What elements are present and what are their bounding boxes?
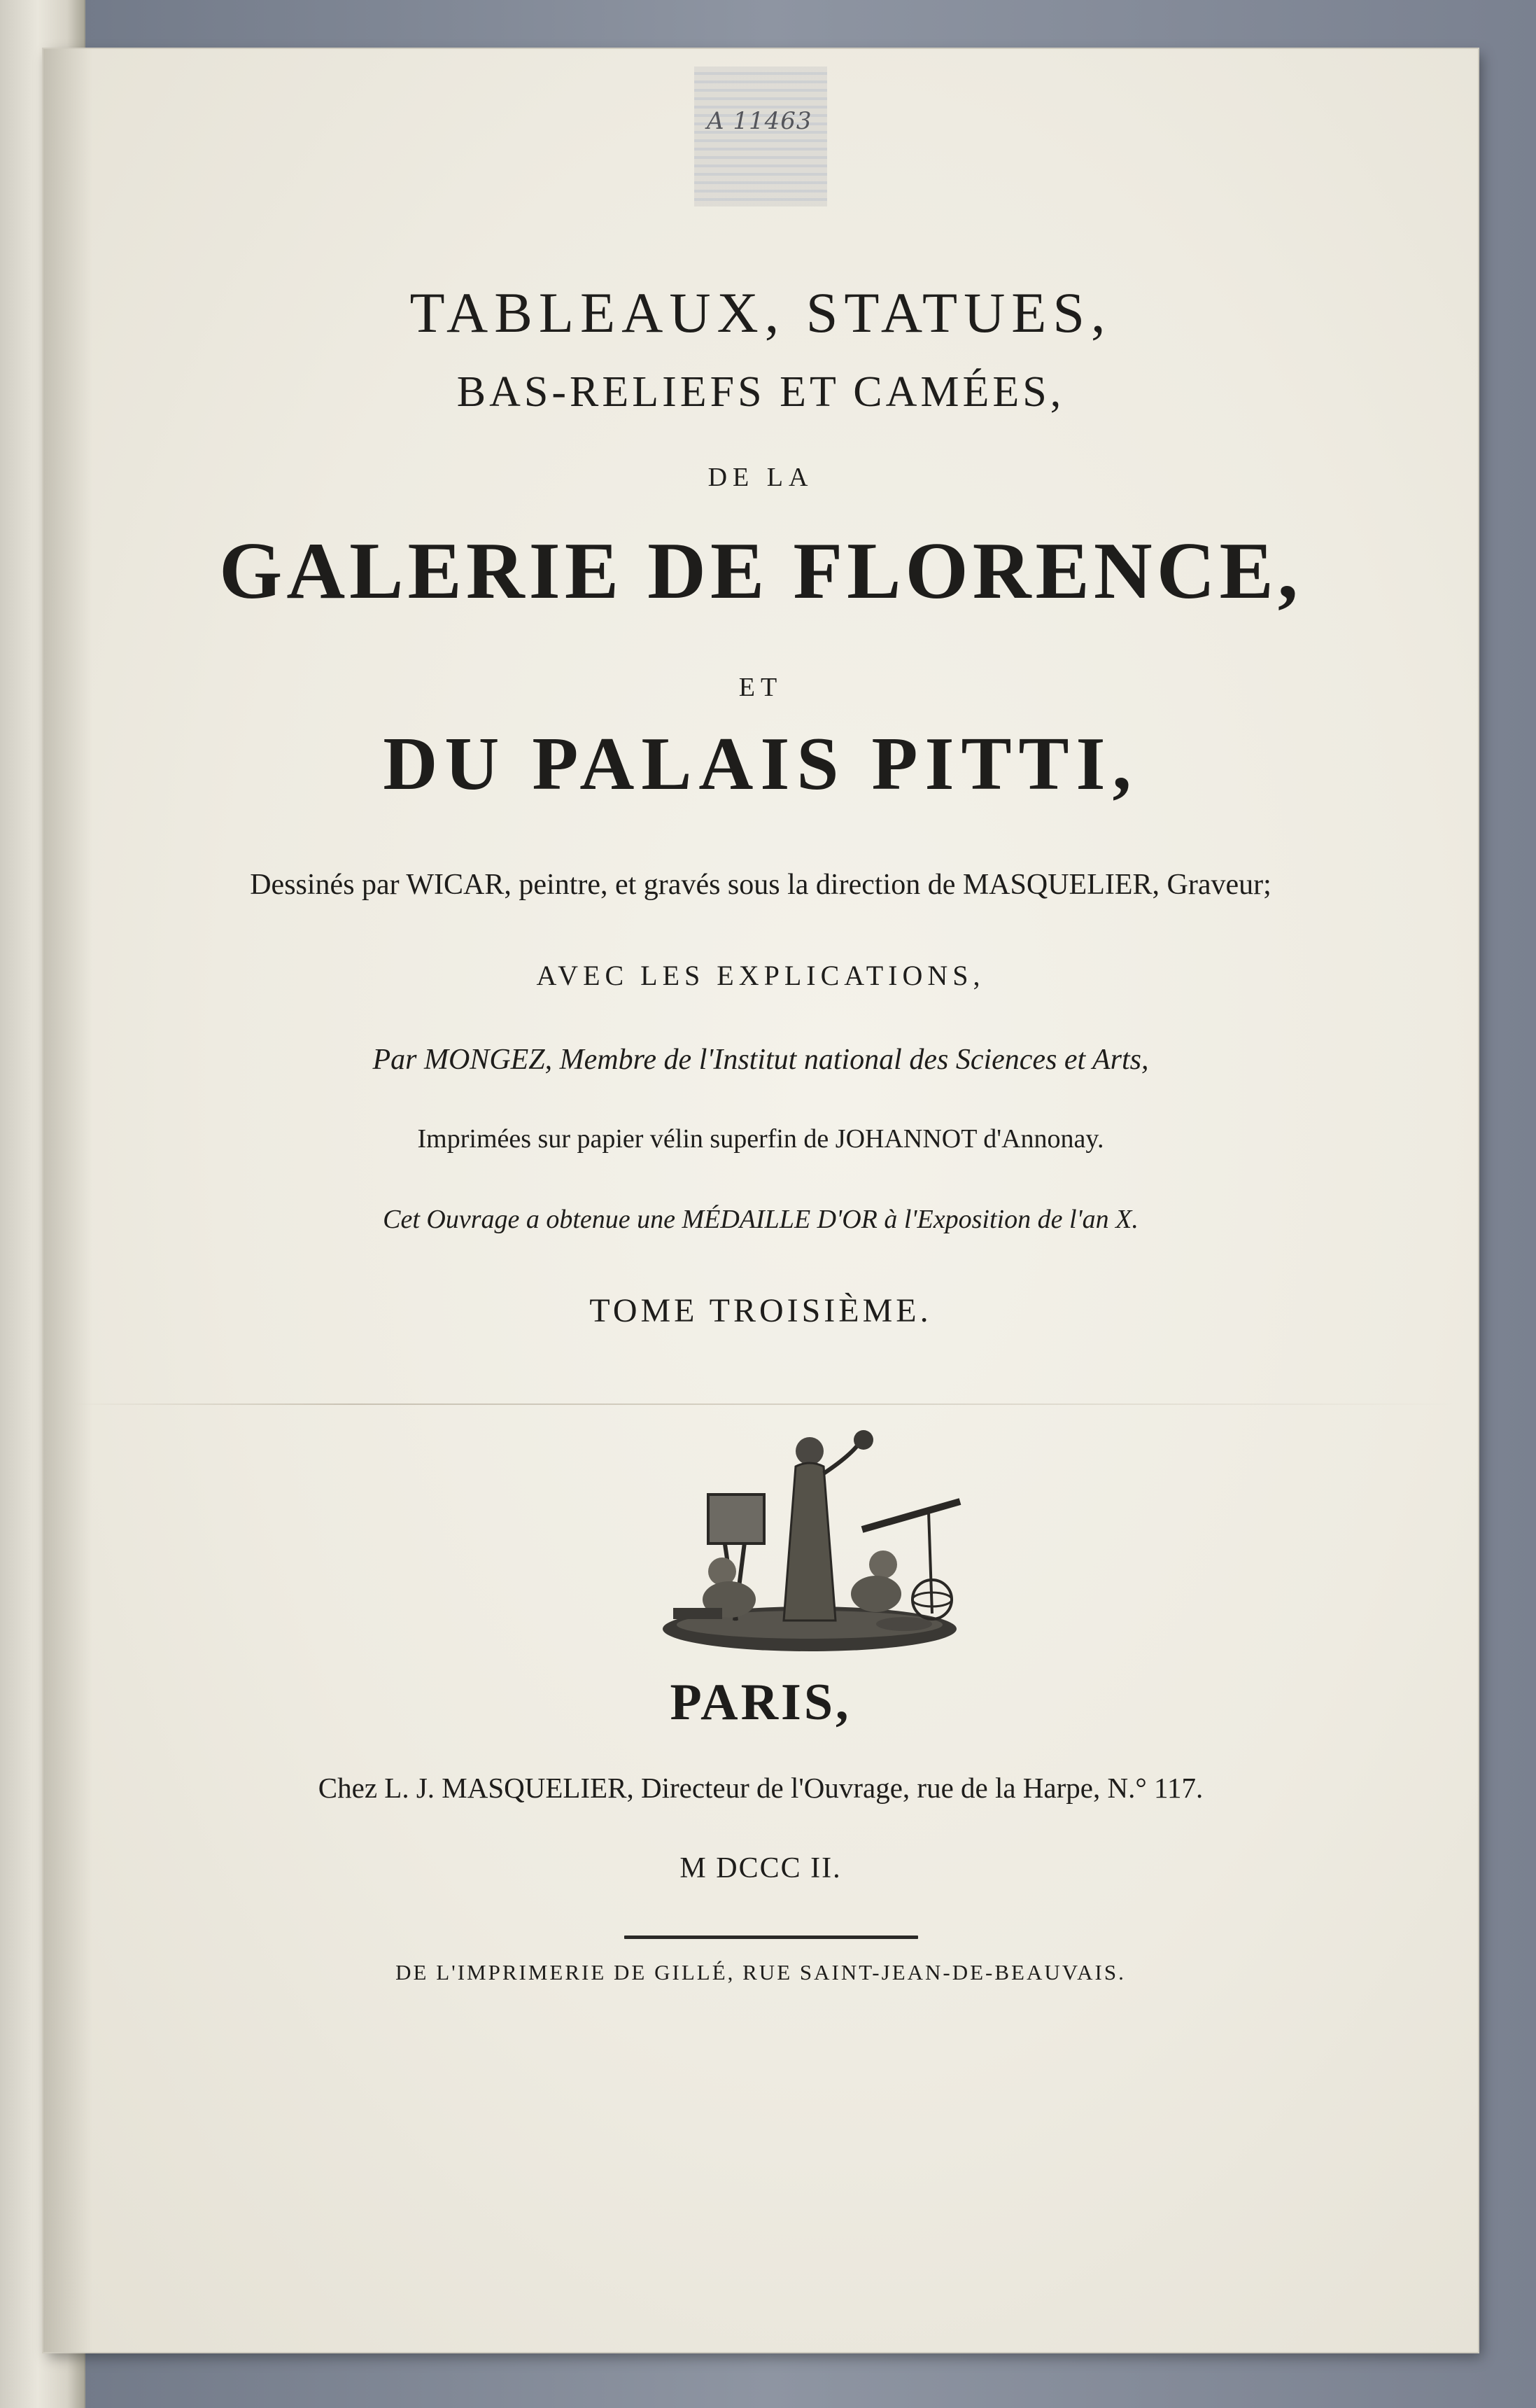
paper-line: Imprimées sur papier vélin superfin de JOHANNOT d'Annonay. bbox=[417, 1124, 1104, 1154]
imprint-printer: DE L'IMPRIMERIE DE GILLÉ, RUE SAINT-JEAN-DE-BEAUVAIS. bbox=[395, 1960, 1126, 1984]
main-title-galerie: GALERIE DE FLORENCE, bbox=[219, 526, 1302, 616]
title-line-3: DE LA bbox=[707, 463, 814, 492]
divider-rule bbox=[624, 1935, 918, 1939]
title-page bbox=[43, 49, 1478, 2352]
author-line: Par MONGEZ, Membre de l'Institut national des Sciences et Arts, bbox=[372, 1044, 1149, 1076]
engraved-vignette bbox=[652, 1424, 974, 1656]
title-line-1: TABLEAUX, STATUES, bbox=[409, 281, 1112, 344]
credits-line: Dessinés par WICAR, peintre, et gravés sous la direction de MASQUELIER, Graveur; bbox=[250, 869, 1271, 901]
title-line-et: ET bbox=[738, 673, 783, 702]
title-line-2: BAS-RELIEFS ET CAMÉES, bbox=[456, 368, 1065, 416]
paper-crease bbox=[71, 1404, 1464, 1405]
explications-line: AVEC LES EXPLICATIONS, bbox=[536, 960, 985, 991]
imprint-publisher: Chez L. J. MASQUELIER, Directeur de l'Ouvrage, rue de la Harpe, N.° 117. bbox=[318, 1772, 1204, 1804]
library-stamp bbox=[694, 66, 827, 206]
accession-number: A 11463 bbox=[707, 107, 812, 135]
volume-line: TOME TROISIÈME. bbox=[589, 1292, 932, 1329]
imprint-year: M DCCC II. bbox=[679, 1852, 842, 1884]
medal-line: Cet Ouvrage a obtenue une MÉDAILLE D'OR à l'Exposition de l'an X. bbox=[383, 1205, 1139, 1234]
main-title-palais: DU PALAIS PITTI, bbox=[383, 722, 1139, 806]
imprint-city: PARIS, bbox=[670, 1674, 852, 1731]
